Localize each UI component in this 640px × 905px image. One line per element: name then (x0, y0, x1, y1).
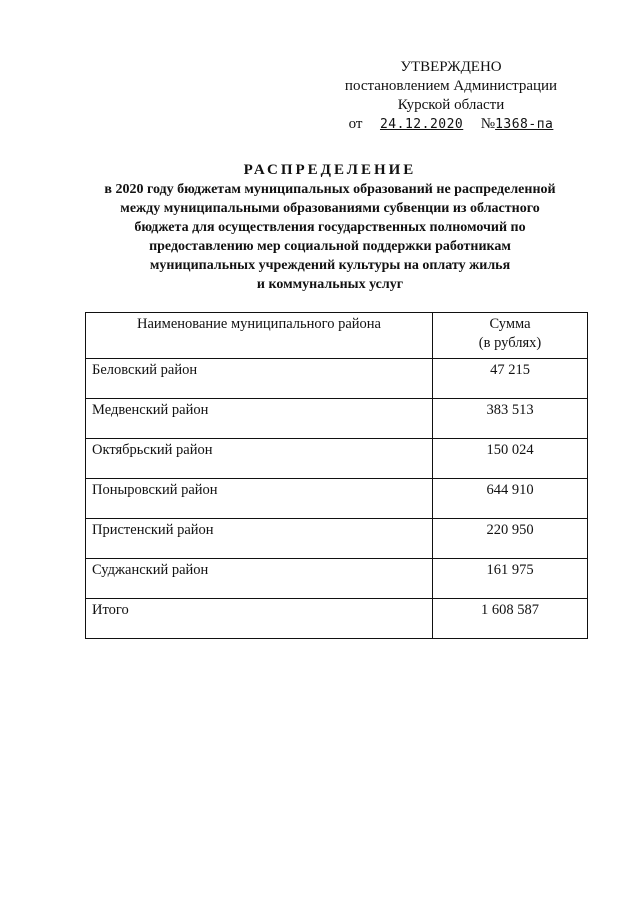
approval-number: 1368-па (495, 117, 554, 132)
title-line: в 2020 году бюджетам муниципальных образований не распределенной (104, 182, 556, 197)
approval-by-line-2: Курской области (397, 97, 505, 113)
table-row (86, 559, 588, 599)
approval-status: УТВЕРЖДЕНО (400, 59, 502, 75)
district-sum: 161 975 (433, 559, 588, 599)
district-name: Беловский район (86, 359, 433, 399)
approval-date: 24.12.2020 (379, 117, 464, 132)
header-sum-line-1: Сумма (489, 316, 531, 332)
document-title (70, 161, 590, 294)
total-row (86, 599, 588, 639)
table-row (86, 399, 588, 439)
header-name: Наименование муниципального района (86, 313, 433, 359)
title-line: муниципальных учреждений культуры на оплату жилья (149, 258, 511, 273)
title-heading: РАСПРЕДЕЛЕНИЕ (243, 162, 417, 178)
date-prefix: от (348, 116, 363, 132)
title-line: бюджета для осуществления государственных полномочий по (134, 220, 526, 235)
district-sum: 220 950 (433, 519, 588, 559)
table-row (86, 479, 588, 519)
table-header-row (86, 313, 588, 359)
district-sum: 47 215 (433, 359, 588, 399)
approval-stamp (336, 58, 566, 134)
header-sum-line-2: (в рублях) (478, 335, 542, 351)
district-name: Пристенский район (86, 519, 433, 559)
district-name: Медвенский район (86, 399, 433, 439)
table-row (86, 519, 588, 559)
total-label: Итого (86, 599, 433, 639)
number-prefix: № (480, 116, 496, 132)
approval-date-line (336, 115, 566, 134)
district-name: Октябрьский район (86, 439, 433, 479)
district-sum: 644 910 (433, 479, 588, 519)
title-line: и коммунальных услуг (256, 277, 404, 292)
total-sum: 1 608 587 (433, 599, 588, 639)
district-sum: 150 024 (433, 439, 588, 479)
title-line: предоставлению мер социальной поддержки работникам (149, 239, 511, 254)
table-row (86, 439, 588, 479)
distribution-table (85, 312, 588, 639)
title-line: между муниципальными образованиями субвенции из областного (120, 201, 540, 216)
district-name: Суджанский район (86, 559, 433, 599)
approval-by-line-1: постановлением Администрации (344, 78, 558, 94)
district-name: Поныровский район (86, 479, 433, 519)
header-sum (433, 313, 588, 359)
district-sum: 383 513 (433, 399, 588, 439)
table-row (86, 359, 588, 399)
